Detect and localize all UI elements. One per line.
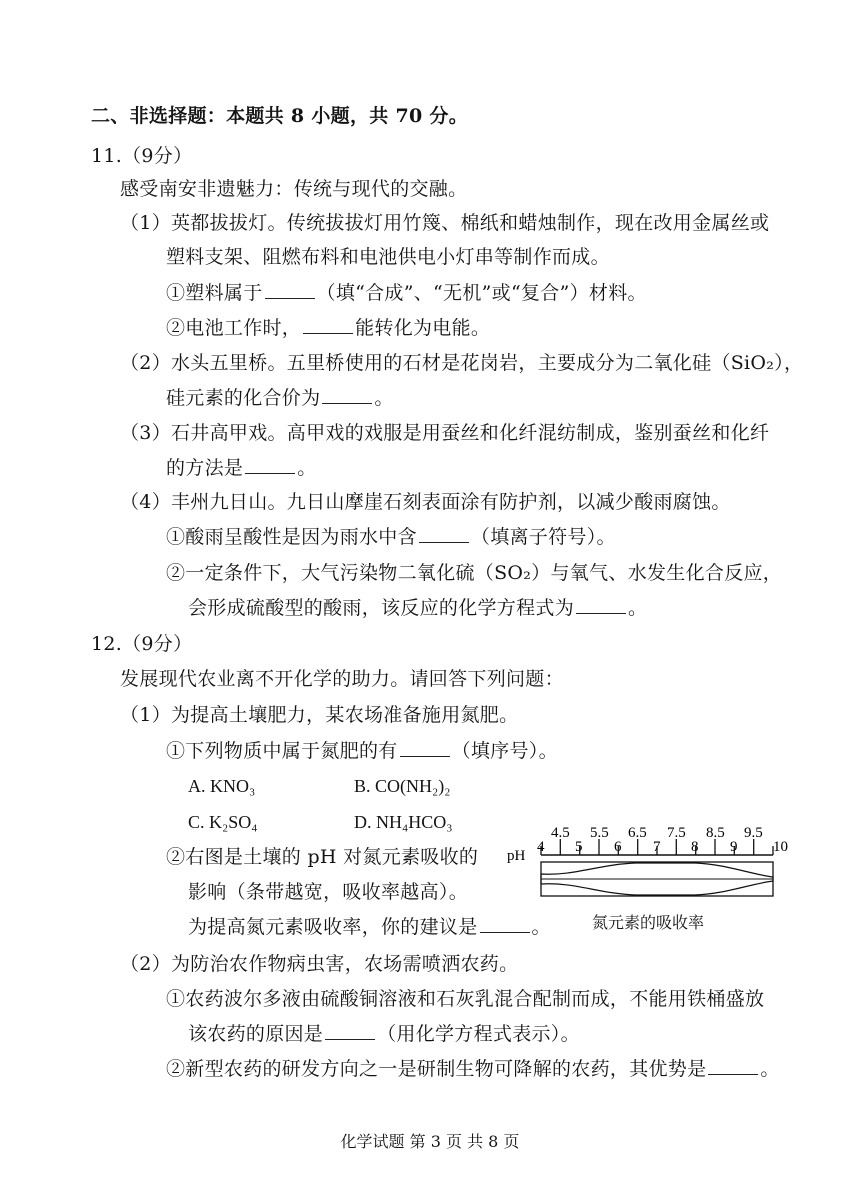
answer-blank[interactable] [303, 318, 353, 334]
q12-intro: 发展现代农业离不开化学的助力。请回答下列问题： [120, 668, 564, 690]
answer-blank[interactable] [322, 388, 372, 404]
option-a: A. KNO₃ [188, 776, 256, 796]
q11-part2-text-b: 。 [374, 387, 394, 409]
q11-part3-text-a: 的方法是 [166, 457, 244, 479]
q12-part1-item2-line2: 影响（条带越宽，吸收率越高）。 [188, 881, 469, 903]
q12-part1-item2-text-b: 。 [531, 916, 551, 938]
answer-blank[interactable] [419, 527, 469, 543]
q12-part2-item2 [166, 1057, 780, 1081]
q12-part2-item1-line2 [188, 1022, 580, 1046]
q11-part2-line2 [166, 386, 394, 410]
q11-part4-item1 [166, 525, 616, 549]
q11-part4-item1-text-a: ①酸雨呈酸性是因为雨水中含 [166, 526, 417, 548]
page-footer: 化学试题 第 3 页 共 8 页 [340, 1132, 520, 1151]
tick-label: 9.5 [744, 825, 763, 841]
ph-axis-label: pH [507, 848, 526, 864]
q11-part4-item2-text-b: 。 [628, 597, 648, 619]
tick-label: 8.5 [706, 825, 725, 841]
tick-label: 4.5 [551, 825, 570, 841]
q12-part1-item2-text-a: 为提高氮元素吸收率，你的建议是 [188, 916, 478, 938]
q12-part2-item1-line1: ①农药波尔多液由硫酸铜溶液和石灰乳混合配制而成，不能用铁桶盛放 [166, 988, 765, 1010]
answer-blank[interactable] [708, 1059, 758, 1075]
tick-label: 7 [653, 839, 661, 855]
ph-bottom-tick-labels [537, 839, 788, 855]
q11-part3-line2 [166, 456, 317, 480]
answer-blank[interactable] [576, 598, 626, 614]
q12-part1-item1-text-a: ①下列物质中属于氮肥的有 [166, 740, 398, 762]
q12-part1-line1: （1）为提高土壤肥力，某农场准备施用氮肥。 [120, 704, 519, 726]
q11-part4-item2-line1: ②一定条件下，大气污染物二氧化硫（SO₂）与氧气、水发生化合反应， [166, 562, 783, 584]
q12-header: 12.（9分） [91, 633, 193, 655]
q11-part2-text-a: 硅元素的化合价为 [166, 387, 321, 409]
q11-part1-item2-text-a: ②电池工作时， [166, 317, 302, 339]
q11-part4-item1-text-b: （填离子符号）。 [470, 526, 616, 548]
q11-part4-line1: （4）丰州九日山。九日山摩崖石刻表面涂有防护剂，以减少酸雨腐蚀。 [120, 491, 731, 513]
answer-blank[interactable] [265, 283, 315, 299]
option-b: B. CO(NH₂)₂ [354, 776, 451, 796]
q11-part1-item1-text-b: （填“合成”、“无机”或“复合”）材料。 [316, 282, 647, 304]
q11-part3-text-b: 。 [297, 457, 317, 479]
answer-blank[interactable] [400, 741, 450, 757]
q12-part1-item2-line3 [188, 915, 551, 939]
q12-part2-item2-text-a: ②新型农药的研发方向之一是研制生物可降解的农药，其优势是 [166, 1058, 707, 1080]
tick-label: 4 [537, 839, 545, 855]
figure-caption: 氮元素的吸收率 [592, 913, 705, 932]
q11-header: 11.（9分） [91, 145, 193, 167]
q11-part1-line2: 塑料支架、阻燃布料和电池供电小灯串等制作而成。 [166, 246, 610, 268]
tick-label: 8 [691, 839, 699, 855]
q11-part1-item2-text-b: 能转化为电能。 [355, 317, 491, 339]
tick-label: 7.5 [667, 825, 686, 841]
q12-part2-item1-text-b: （用化学方程式表示）。 [377, 1023, 580, 1045]
tick-label: 6 [614, 839, 622, 855]
tick-label: 5.5 [590, 825, 609, 841]
q11-part1-line1: （1）英都拔拔灯。传统拔拔灯用竹篾、棉纸和蜡烛制作，现在改用金属丝或 [120, 212, 770, 234]
answer-blank[interactable] [245, 458, 295, 474]
answer-blank[interactable] [480, 917, 530, 933]
q11-part2-line1: （2）水头五里桥。五里桥使用的石材是花岗岩，主要成分为二氧化硅（SiO₂）， [120, 352, 804, 374]
q12-part1-item2-line1: ②右图是土壤的 pH 对氮元素吸收的 [166, 846, 479, 868]
ph-absorption-figure [505, 822, 805, 912]
q12-part1-item1-text-b: （填序号）。 [451, 740, 558, 762]
q11-part1-item1 [166, 281, 647, 305]
q11-intro: 感受南安非遗魅力：传统与现代的交融。 [120, 178, 468, 200]
q12-part1-item1 [166, 739, 558, 763]
q12-part2-line1: （2）为防治农作物病虫害，农场需喷洒农药。 [120, 953, 519, 975]
q11-part4-item2-text-a: 会形成硫酸型的酸雨，该反应的化学方程式为 [188, 597, 575, 619]
tick-label: 10 [773, 839, 788, 855]
answer-blank[interactable] [325, 1024, 375, 1040]
q11-part1-item1-text-a: ①塑料属于 [166, 282, 263, 304]
tick-label: 5 [575, 839, 583, 855]
q11-part1-item2 [166, 316, 490, 340]
section-title: 二、非选择题：本题共 8 小题，共 70 分。 [91, 105, 469, 127]
q12-part2-item2-text-b: 。 [760, 1058, 780, 1080]
tick-label: 6.5 [628, 825, 647, 841]
q11-part3-line1: （3）石井高甲戏。高甲戏的戏服是用蚕丝和化纤混纺制成，鉴别蚕丝和化纤 [120, 422, 770, 444]
option-c: C. K₂SO₄ [188, 812, 258, 832]
q12-part2-item1-text-a: 该农药的原因是 [188, 1023, 324, 1045]
q11-part4-item2-line2 [188, 596, 647, 620]
option-d: D. NH₄HCO₃ [354, 812, 453, 832]
tick-label: 9 [730, 839, 738, 855]
